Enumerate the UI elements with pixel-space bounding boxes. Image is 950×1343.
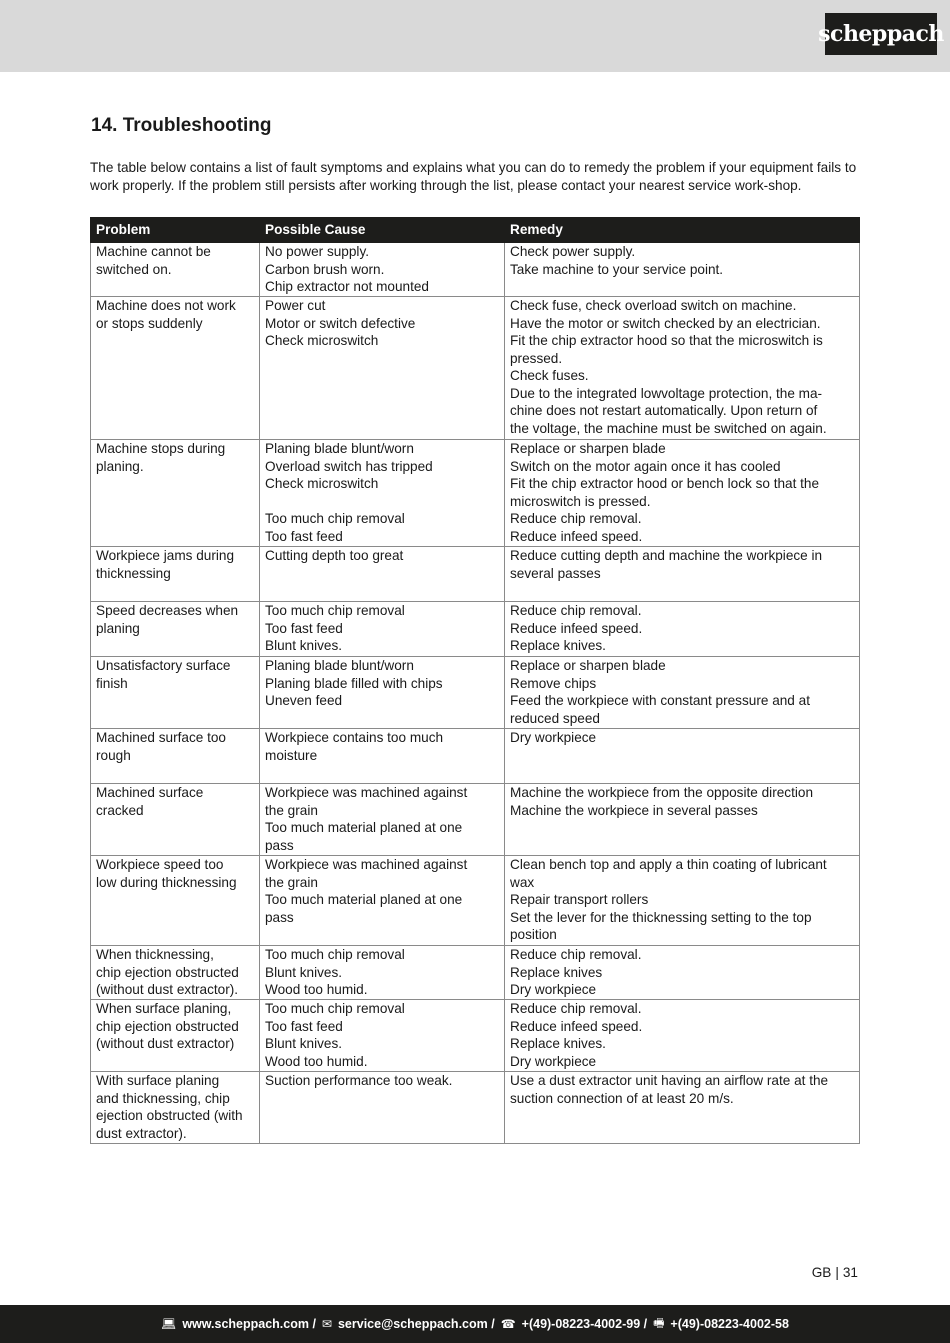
- table-row: [91, 1072, 860, 1144]
- remedy-cell: Reduce chip removal. Reduce infeed speed. Replace knives. Dry workpiece: [505, 1000, 860, 1072]
- header-problem: Problem: [91, 218, 260, 243]
- footer-fax: +(49)-08223-4002-58: [670, 1317, 789, 1331]
- table-row: [91, 946, 860, 1000]
- problem-cell: Machine stops during planing.: [91, 440, 260, 547]
- problem-cell: With surface planing and thicknessing, chip ejection obstructed (with dust extractor).: [91, 1072, 260, 1144]
- footer-phone: +(49)-08223-4002-99 /: [521, 1317, 648, 1331]
- problem-cell: When thicknessing, chip ejection obstructed (without dust extractor).: [91, 946, 260, 1000]
- table-row: [91, 1000, 860, 1072]
- cause-cell: Suction performance too weak.: [260, 1072, 505, 1144]
- table-row: [91, 729, 860, 784]
- brand-logo: scheppach: [825, 13, 937, 55]
- remedy-cell: Check fuse, check overload switch on machine. Have the motor or switch checked by an electrician. Fit the chip extractor hood so that the microswitch is pressed. Check fuses. Due to the integrated lowvoltage protection, the ma- chine does not restart automatically. Upon return of the voltage, the machine must be switched on again.: [505, 297, 860, 440]
- problem-cell: When surface planing, chip ejection obstructed (without dust extractor): [91, 1000, 260, 1072]
- problem-cell: Machine does not work or stops suddenly: [91, 297, 260, 440]
- table-row: [91, 856, 860, 946]
- table-row: [91, 243, 860, 297]
- cause-cell: Planing blade blunt/worn Overload switch has tripped Check microswitch Too much chip removal Too fast feed: [260, 440, 505, 547]
- table-row: [91, 547, 860, 602]
- header-possible-cause: Possible Cause: [260, 218, 505, 243]
- remedy-cell: Clean bench top and apply a thin coating of lubricant wax Repair transport rollers Set the lever for the thicknessing setting to the top position: [505, 856, 860, 946]
- remedy-cell: Machine the workpiece from the opposite direction Machine the workpiece in several passes: [505, 784, 860, 856]
- table-row: [91, 297, 860, 440]
- mail-icon: ✉︎: [321, 1317, 332, 1331]
- page-language: GB: [811, 1265, 832, 1280]
- table-row: [91, 602, 860, 657]
- cause-cell: Workpiece contains too much moisture: [260, 729, 505, 784]
- page-number: [812, 1265, 858, 1280]
- table-row: [91, 657, 860, 729]
- cause-cell: Workpiece was machined against the grain Too much material planed at one pass: [260, 856, 505, 946]
- remedy-cell: Use a dust extractor unit having an airflow rate at the suction connection of at least 20 m/s.: [505, 1072, 860, 1144]
- computer-icon: 💻︎: [161, 1317, 177, 1331]
- fax-icon: 🖷︎: [653, 1315, 665, 1330]
- problem-cell: Speed decreases when planing: [91, 602, 260, 657]
- remedy-cell: Reduce chip removal. Reduce infeed speed. Replace knives.: [505, 602, 860, 657]
- remedy-cell: Check power supply. Take machine to your service point.: [505, 243, 860, 297]
- footer-website[interactable]: www.scheppach.com /: [182, 1317, 316, 1331]
- top-bar: [0, 0, 950, 72]
- cause-cell: Too much chip removal Blunt knives. Wood too humid.: [260, 946, 505, 1000]
- problem-cell: Workpiece speed too low during thicknessing: [91, 856, 260, 946]
- problem-cell: Workpiece jams during thicknessing: [91, 547, 260, 602]
- remedy-cell: Reduce chip removal. Replace knives Dry workpiece: [505, 946, 860, 1000]
- cause-cell: Cutting depth too great: [260, 547, 505, 602]
- remedy-cell: Replace or sharpen blade Remove chips Feed the workpiece with constant pressure and at reduced speed: [505, 657, 860, 729]
- problem-cell: Machined surface cracked: [91, 784, 260, 856]
- problem-cell: Machined surface too rough: [91, 729, 260, 784]
- problem-cell: Machine cannot be switched on.: [91, 243, 260, 297]
- page-separator: |: [835, 1265, 839, 1280]
- section-title: 14. Troubleshooting: [91, 115, 272, 136]
- table-row: [91, 440, 860, 547]
- footer-bar: [0, 1305, 950, 1343]
- problem-cell: Unsatisfactory surface finish: [91, 657, 260, 729]
- remedy-cell: Reduce cutting depth and machine the workpiece in several passes: [505, 547, 860, 602]
- cause-cell: Too much chip removal Too fast feed Blunt knives. Wood too humid.: [260, 1000, 505, 1072]
- remedy-cell: Dry workpiece: [505, 729, 860, 784]
- table-row: [91, 784, 860, 856]
- cause-cell: Planing blade blunt/worn Planing blade filled with chips Uneven feed: [260, 657, 505, 729]
- phone-icon: ☎︎: [500, 1317, 516, 1331]
- remedy-cell: Replace or sharpen blade Switch on the motor again once it has cooled Fit the chip extractor hood or bench lock so that the microswitch is pressed. Reduce chip removal. Reduce infeed speed.: [505, 440, 860, 547]
- header-remedy: Remedy: [505, 218, 860, 243]
- cause-cell: Workpiece was machined against the grain Too much material planed at one pass: [260, 784, 505, 856]
- table-header-row: [91, 218, 860, 243]
- cause-cell: Too much chip removal Too fast feed Blunt knives.: [260, 602, 505, 657]
- footer-email[interactable]: service@scheppach.com /: [337, 1317, 495, 1331]
- troubleshooting-table: [90, 217, 860, 1144]
- cause-cell: No power supply. Carbon brush worn. Chip extractor not mounted: [260, 243, 505, 297]
- intro-paragraph: The table below contains a list of fault symptoms and explains what you can do to remedy the problem if your equipment fails to work properly. If the problem still persists after working through the list, please contact your nearest service work-shop.: [90, 160, 857, 193]
- cause-cell: Power cut Motor or switch defective Check microswitch: [260, 297, 505, 440]
- page-number-value: 31: [842, 1265, 858, 1280]
